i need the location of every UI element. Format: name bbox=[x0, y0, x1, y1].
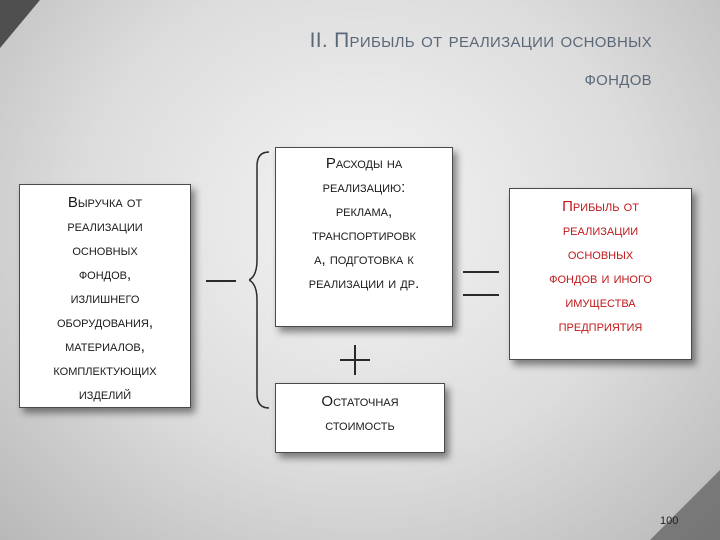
page-number: 100 bbox=[660, 515, 679, 527]
residual-value-box bbox=[275, 383, 445, 453]
revenue-line: изделий bbox=[78, 386, 132, 403]
revenue-line: реализации bbox=[67, 218, 143, 235]
slide-title bbox=[92, 22, 652, 98]
profit-line: основных bbox=[567, 246, 634, 263]
profit-line: реализации bbox=[562, 222, 639, 239]
revenue-line: фондов, bbox=[78, 266, 132, 283]
brace-icon bbox=[249, 150, 273, 410]
equals-operator-top bbox=[463, 271, 499, 273]
revenue-line: Выручка от bbox=[67, 194, 143, 211]
profit-line: предприятия bbox=[558, 318, 643, 335]
expenses-line: реализацию: bbox=[322, 179, 406, 196]
profit-box bbox=[509, 188, 692, 360]
expenses-line: реализации и др. bbox=[308, 275, 420, 292]
revenue-box bbox=[19, 184, 191, 408]
residual-value-line: стоимость bbox=[325, 417, 395, 434]
slide-title-line2: фондов bbox=[584, 67, 652, 90]
expenses-line: транспортировк bbox=[312, 227, 416, 244]
revenue-line: оборудования, bbox=[56, 314, 154, 331]
expenses-line: а, подготовка к bbox=[314, 251, 414, 268]
expenses-line: реклама, bbox=[335, 203, 393, 220]
revenue-line: материалов, bbox=[65, 338, 145, 355]
expenses-box bbox=[275, 147, 453, 327]
minus-operator bbox=[206, 280, 236, 282]
expenses-line: Расходы на bbox=[325, 155, 403, 172]
profit-line: имущества bbox=[565, 294, 636, 311]
equals-operator-bottom bbox=[463, 294, 499, 296]
slide-title-line1: II. Прибыль от реализации основных bbox=[309, 29, 652, 52]
residual-value-line: Остаточная bbox=[321, 393, 399, 410]
revenue-line: комплектующих bbox=[53, 362, 157, 379]
plus-operator-horizontal bbox=[340, 359, 370, 361]
revenue-line: основных bbox=[72, 242, 138, 259]
profit-line: Прибыль от bbox=[562, 198, 639, 215]
revenue-line: излишнего bbox=[70, 290, 140, 307]
profit-line: фондов и иного bbox=[549, 270, 652, 287]
